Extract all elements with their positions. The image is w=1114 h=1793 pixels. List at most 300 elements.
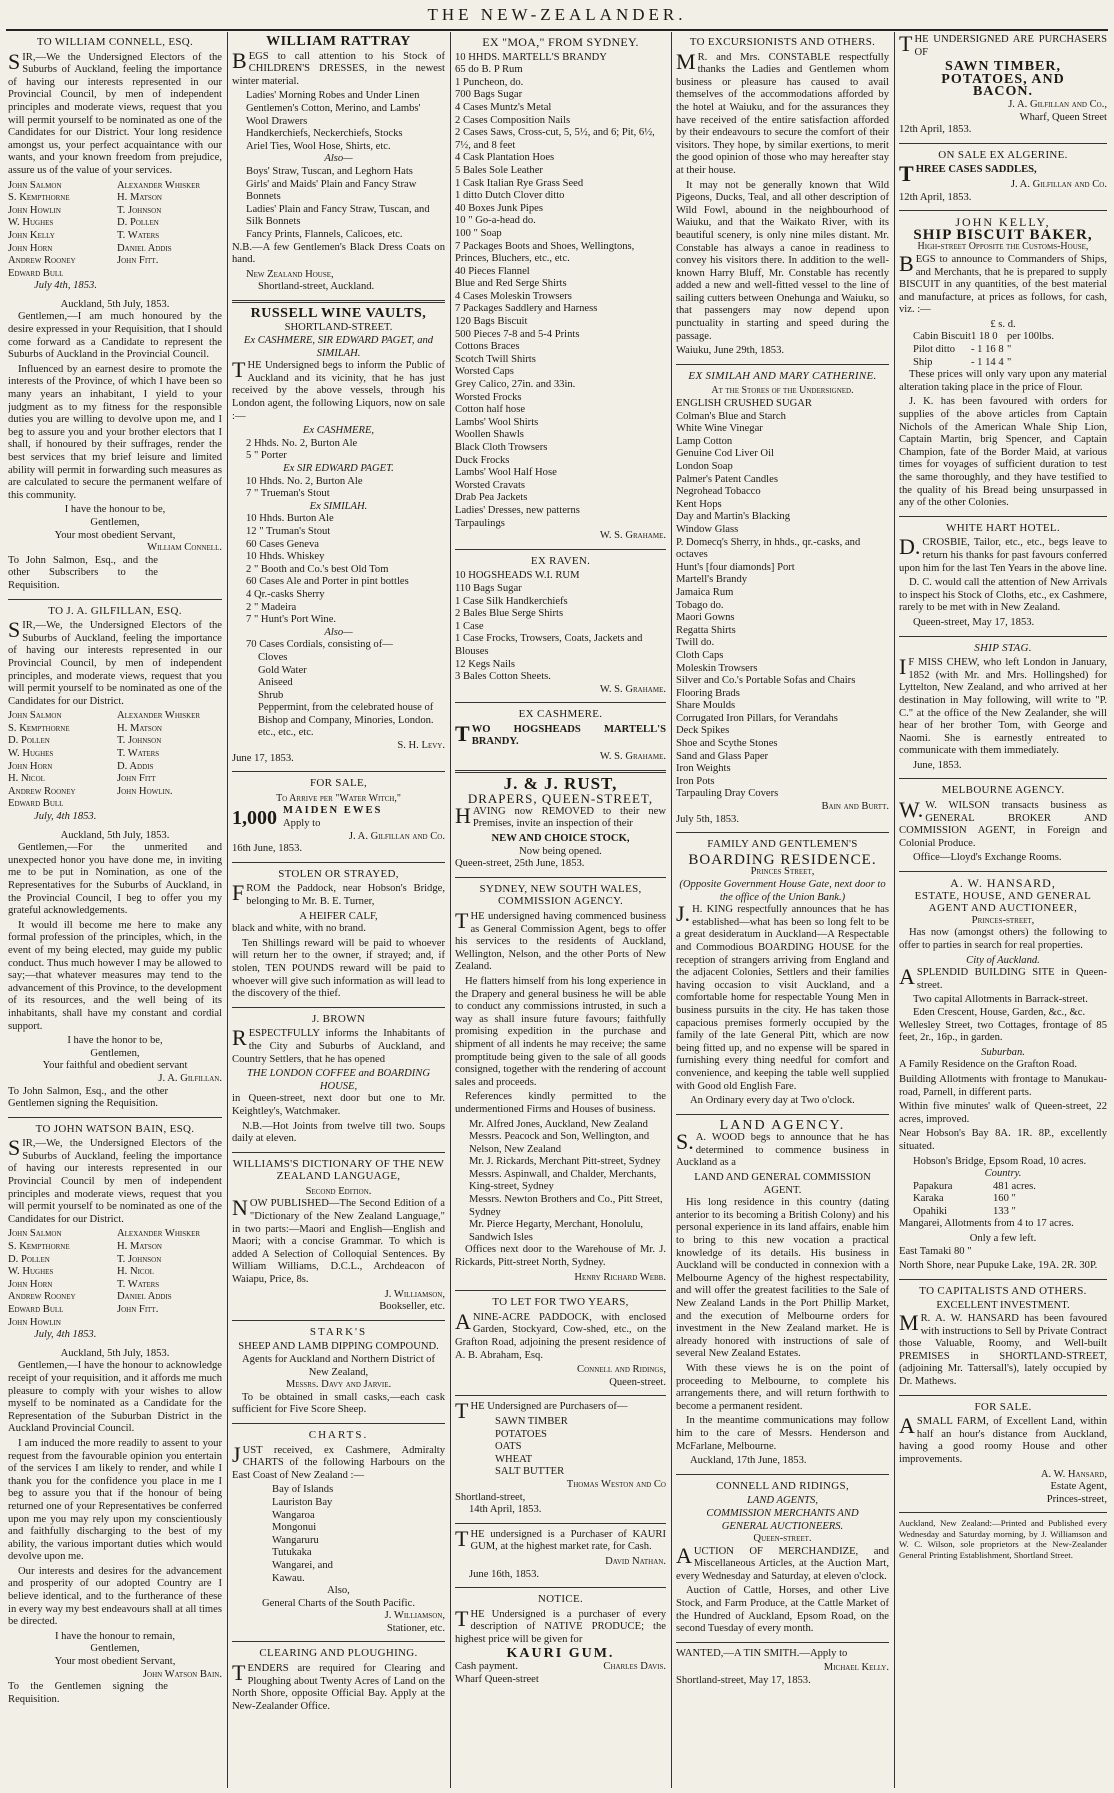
ad-body: FROM the Paddock, near Hobson's Bridge, belonging to Mr. B. E. Turner, [232,880,445,907]
ad-separator [899,143,1107,144]
ad-subheading: EXCELLENT INVESTMENT. [936,1300,1070,1312]
goods-list [232,166,445,242]
ad-signer: Michael Kelly. [823,1662,889,1674]
signatory-name: S. Kempthorne [8,1241,70,1253]
goods-item: Cottons Braces [455,341,520,353]
ad-separator [232,1641,445,1642]
biscuit-name: Pilot ditto [913,344,956,356]
goods-item: Aniseed [258,677,293,689]
reward-text: Ten Shillings reward will be paid to whoever will return her to the owner, if strayed; and, if stolen, TEN POUNDS reward will be paid to whoever will give such information as will lead to the discovery of the thief. [232,937,445,1000]
goods-item: Girls' and Maids' Plain and Fancy Straw Bonnets [246,178,417,203]
goods-item: Fancy Prints, Flannels, Calicoes, etc. [246,228,403,240]
ad-separator [455,877,666,878]
ad-separator [899,778,1107,779]
masthead [0,0,1114,30]
goods-item: Lambs' Wool Half Hose [455,467,557,479]
ad-signer: J. A. Gilfillan and Co. [348,830,445,842]
signatory-name: John Horn [8,242,53,254]
ad-tin-smith [676,1648,889,1688]
signatory-name: Alexander Whisker [117,1228,201,1240]
ad-heading: STARK'S [309,1325,368,1338]
signatories-list [8,180,222,281]
property-item: East Tamaki 80 " [899,1245,972,1257]
goods-item: White Wine Vinegar [676,423,763,435]
goods-item: 1 Case Silk Handkerchiefs [455,595,568,607]
goods-item: 7 Packages Saddlery and Harness [455,303,598,315]
ad-heading: EX CASHMERE. [518,708,603,721]
goods-item: Duck Frocks [455,454,510,466]
goods-item: 4 Qr.-casks Sherry [246,588,325,600]
reference-item: Messrs. Aspinwall, and Chalder, Merchants, King-street, Sydney [469,1168,657,1193]
ad-paragraph: D. C. would call the attention of New Arrivals to inspect his Stock of Cloths, etc., ex Cashmere, rarely to be met with in New Zealand. [899,577,1107,614]
ad-paragraph: These prices will only vary upon any material alteration taking place in the price of Flour. [899,369,1107,393]
property-item: North Shore, near Pupuke Lake, 19A. 2R. 30P. [899,1260,1098,1272]
goods-item: Cloth Caps [676,649,724,661]
goods-item: Cotton half hose [455,404,526,416]
printer-imprint: Auckland, New Zealand:—Printed and Published every Wednesday and Saturday morning, by J. Williamson and W. C. Wilson, sole proprietors at the New-Zealander General Printing Establishment, Shortland Street. [899,1518,1107,1560]
ad-separator [899,210,1107,211]
harbour-list [232,1484,445,1585]
ad-ex-moa [455,36,666,543]
signatory-name: John Fitt. [117,255,159,267]
harbour-item: Bay of Islands [272,1484,334,1496]
column-4 [676,34,889,1786]
ad-note: N.B.—Hot Joints from twelve till two. Soups daily at eleven. [232,1120,445,1145]
ad-paragraph: It may not be generally known that Wild Pigeons, Ducks, Teal, and all other description of Wild Fowl, abound in the neighbourhood of Waiuku, and that the Waikato River, with its beautiful scenery, is only nine miles distant. Mr. Constable has always a canoe in readiness to convey his visitors there. In addition to the well-known Harry Bluff, Mr. Constable has recently added a new and well-fitted vessel to the line of sailing cutters between Onehunga and Waiuku, so that passengers may now depend upon punctuality in starting and speed during the passage. [676,179,889,342]
ad-body: To be obtained in small casks,—each cask sufficient for Five Score Sheep. [232,1391,445,1416]
ad-connell-ridings [676,1480,889,1636]
ad-gilfillan-purchasers [899,34,1107,137]
ad-address: Shortland-street, Auckland. [258,281,375,293]
signatory-name: John Howlin [8,204,61,216]
ad-ex-cashmere [455,708,666,763]
section-label: Suburban. [981,1046,1025,1058]
price-columns: £ s. d. [990,318,1016,330]
goods-item: Cloves [258,651,288,663]
signer-title: Bookseller, etc. [379,1301,445,1313]
goods-item: Regatta Shirts [676,624,736,636]
ad-street: Princes Street, [750,866,815,878]
goods-item: POTATOES [495,1428,547,1440]
signatory-name: H. Matson [117,722,162,734]
ship-label: Ex SIMILAH. [309,500,368,512]
general-charts: General Charts of the South Pacific. [262,1597,415,1609]
goods-item: 7 " Hunt's Port Wine. [246,614,337,626]
ad-heading: SHIP STAG. [974,641,1032,654]
ad-weston-purchasers [455,1398,666,1516]
ad-clearing [232,1647,445,1713]
ad-date: Queen-street, May 17, 1853. [913,616,1035,628]
property-item: Mangarei, Allotments from 4 to 17 acres. [899,1218,1074,1230]
ad-stolen-calf [232,868,445,1001]
ship-label: Ex CASHMERE, [302,425,375,437]
goods-item: Shoe and Scythe Stones [676,738,778,750]
ad-paragraph: With these views he is on the point of proceeding to Melbourne, to complete his arrangements there, and will return forthwith to become a permanent resident. [676,1362,889,1412]
ad-body: ASMALL FARM, of Excellent Land, within half an hour's distance from Auckland, having a good roomy House and other improvements. [899,1413,1107,1465]
ad-algerine [899,149,1107,204]
ad-date: June, 1853. [913,759,962,771]
ad-separator [232,771,445,772]
goods-item: 10 HOGSHEADS W.I. RUM [455,570,580,582]
ad-title: SHIP BISCUIT BAKER, [913,226,1093,243]
signatory-name [117,1317,222,1330]
goods-list [455,1416,666,1479]
ad-separator [899,636,1107,637]
goods-list [232,652,445,740]
ad-heading: CHARTS. [308,1428,369,1441]
goods-item: Woollen Shawls [455,429,524,441]
ad-body: TENDERS are required for Clearing and Ploughing about Twenty Acres of Land on the North Shore, opposite Official Bay. Apply at the New-Zealander Office. [232,1660,445,1712]
ad-body: NOW PUBLISHED—The Second Edition of a "Dictionary of the New Zealand Language," in two parts:—Maori and English—English and Maori; with a concise Grammar. To which is added A Selection of Colloquial Sentences. By William Williams, D.C.L., Archdeacon of Waiapu, Price, 8s. [232,1195,445,1286]
goods-item: 60 Cases Ale and Porter in pint bottles [246,576,409,588]
place-acreage: 133 " [993,1205,1016,1217]
signatory-name: Andrew Rooney [8,255,76,267]
column-divider [671,32,672,1788]
ad-address: Shortland-street, [455,1491,526,1503]
goods-line: POTATOES, AND [941,71,1065,87]
ad-subheading: To Arrive per "Water Witch," [276,792,401,804]
ad-heading: FAMILY AND GENTLEMEN'S [707,838,858,851]
property-item: Near Hobson's Bay 8A. 1R. 8P., excellently situated. [899,1128,1107,1152]
goods-item: Ariel Ties, Wool Hose, Shirts, etc. [246,140,391,152]
ad-date: 14th April, 1853. [469,1504,542,1516]
goods-item: Tarpauling Dray Covers [676,788,779,800]
ad-heading: EX SIMILAH AND MARY CATHERINE. [688,369,877,382]
ad-heading: WHITE HART HOTEL. [946,521,1060,534]
signatory-name: T. Johnson [117,1253,162,1265]
goods-item: Iron Pots [676,775,715,787]
signatory-name: T. Waters [117,229,160,241]
ad-date: 12th April, 1853. [899,124,972,136]
goods-item: etc., etc., etc. [258,727,314,739]
signatory-name: D. Pollen [8,1253,50,1265]
ad-separator [676,1114,889,1115]
biscuit-unit: " [1007,344,1012,356]
goods-item: Grey Calico, 27in. and 33in. [455,379,576,391]
calf-label: A HEIFER CALF, [299,910,378,922]
agents-name: Messrs. Davy and Jarvie. [285,1379,392,1391]
column-3 [455,34,666,1786]
ad-title: ESTATE, HOUSE, AND GENERAL AGENT AND AUCTIONEER, [914,889,1092,915]
ad-hansard [899,877,1107,1273]
ad-maiden-ewes [232,777,445,856]
ad-heading: ON SALE EX ALGERINE. [938,148,1068,161]
goods-item: Gold Water [258,664,307,676]
goods-item: Moleskin Trowsers [676,662,758,674]
ad-rattray [232,36,445,294]
reply-close: I have the honour to be, [64,504,166,516]
ad-address: Queen-street. [609,1376,666,1388]
ad-address: Wharf Queen-street [455,1673,539,1685]
ad-heading: STOLEN OR STRAYED, [278,867,399,880]
goods-item: 7 Packages Boots and Shoes, Wellingtons, Princes, Bluchers, etc., etc. [455,240,635,265]
ad-date: July 5th, 1853. [676,813,739,825]
property-item: Building Allotments with frontage to Manukau-road, Parnell, in different parts. [899,1073,1107,1098]
signatory-name: John Salmon [8,1228,62,1240]
column-2 [232,34,445,1786]
requisition-gilfillan [8,605,222,824]
ad-date: 12th April, 1853. [899,191,972,203]
signatory-name: John Howlin. [117,785,173,797]
ad-signer: W. S. Grahame. [599,751,666,763]
biscuit-unit: " [1007,356,1012,368]
reply-signer: J. A. Gilfillan. [158,1072,222,1084]
signer-title: Estate Agent, [1050,1481,1107,1493]
ad-capitalists [899,1285,1107,1389]
goods-item: 4 Cases Muntz's Metal [455,101,552,113]
ad-office: Office—Lloyd's Exchange Rooms. [913,852,1062,864]
column-divider [450,32,451,1788]
ad-signer: Connell and Ridings, [577,1364,666,1376]
property-item: Hobson's Bridge, Epsom Road, 10 acres. [913,1155,1087,1167]
biscuit-price: - 1 14 4 [971,356,1004,368]
signatory-name: John Salmon [8,710,62,722]
ad-dictionary [232,1158,445,1314]
goods-item: Black Cloth Trowsers [455,442,548,453]
ad-heading: TO LET FOR TWO YEARS, [492,1296,629,1309]
ad-separator [455,1290,666,1291]
goods-item: Blue and Red Serge Shirts [455,278,567,290]
cordials-label: 70 Cases Cordials, consisting of— [246,639,393,651]
signatory-name [117,798,222,811]
goods-item: 2 Cases Saws, Cross-cut, 5, 5½, and 6; Pit, 6½, 7½, and 8 feet [455,127,655,151]
ad-separator [455,1523,666,1524]
ad-body: THREE CASES SADDLES, [899,161,1037,187]
ad-body: J.H. KING respectfully announces that he has established—what has been so long felt to be a great desideratum in Auckland—A Respectable and Commodious BOARDING HOUSE for the reception of strangers arriving from England and the adjacent Colonies, Settlers and their families having occasion to visit Auckland, and a comfortable home for respectable Young Men in business pursuits in the city. He has taken those capacious premises formerly occupied by the family of the late General Pitt, which are now being fitted up, and no expense will be spared in furnishing every thing needful for comfort and convenience, and keeping the table well supplied with Good old English Fare. [676,901,889,1092]
goods-item: 10 " Go-a-head do. [455,215,536,227]
reply-paragraph: Gentlemen,—For the unmerited and unexpected honor you have done me, in inviting me to be put in Nomination, as one of the Representatives for the Suburbs of Auckland, in the Provincial Council, I beg to offer you my grateful acknowledgements. [8,842,222,917]
goods-item: 110 Bags Sugar [455,582,522,594]
signatory-name: H. Nicol [117,1266,154,1278]
property-item: A Family Residence on the Grafton Road. [899,1059,1077,1071]
reply-paragraph: Gentlemen,—I am much honoured by the desire expressed in your Requisition, that I should come forward as a Candidate to represent the Suburbs of Auckland in the Provincial Council. [8,311,222,361]
signatory-name: H. Matson [117,192,162,204]
ad-body: MR. and Mrs. CONSTABLE respectfully thanks the Ladies and Gentlemen whom business or pleasure has caused to avail themselves of the accommodations afforded by the hotel at Waiuku, and for the assurances they have received of the entire satisfaction afforded by their endeavours to secure the comfort of their visitors. They hope, by similar exertions, to merit the good opinion of those who may hereafter stay at their house. [676,48,889,176]
ad-rust [455,773,666,871]
ad-russell-wine-vaults [232,305,445,765]
ad-separator [676,364,889,365]
column-1 [8,34,222,1786]
price-table [899,331,1107,369]
reply-addressee: To the Gentlemen signing the Requisition. [8,1681,168,1705]
property-item: ASPLENDID BUILDING SITE in Queen-street. [899,964,1107,991]
goods-item: 10 Hhds. No. 2, Burton Ale [246,475,363,487]
goods-item: Genuine Cod Liver Oil [676,448,774,460]
masthead-rule [6,29,1108,31]
property-item: Only a few left. [969,1233,1037,1245]
ad-date: June 17, 1853. [232,752,294,764]
reply-close: Gentlemen, [90,1047,140,1059]
ad-body: THE Undersigned are Purchasers of— [455,1398,628,1424]
place-acreage: 160 " [993,1193,1016,1205]
ad-signer: Bain and Burtt. [821,801,889,813]
goods-item: SAWN TIMBER [495,1415,568,1427]
goods-item: Maori Gowns [676,612,735,624]
ad-heading: TO JOHN WATSON BAIN, ESQ. [35,1122,195,1135]
signatory-name [117,268,222,281]
signer-title: Stationer, etc. [386,1622,445,1634]
ad-street: Queen-street. [753,1533,812,1545]
goods-list [232,438,445,463]
also-label: Also— [324,626,353,638]
reply-addressee: To John Salmon, Esq., and the other Gentlemen signing the Requisition. [8,1085,168,1110]
goods-item: Drab Pea Jackets [455,492,528,504]
ad-signer: J. Williamson, [384,1610,445,1622]
ad-body: AUCTION OF MERCHANDIZE, and Miscellaneous Articles, at the Auction Mart, every Wednesday and Saturday, at eleven o'clock. [676,1542,889,1582]
ad-title: BOARDING RESIDENCE. [688,851,877,868]
biscuit-price: - 1 16 8 [971,344,1004,356]
goods-item: Handkerchiefs, Neckerchiefs, Stocks [246,128,403,140]
ad-note: N.B.—A few Gentlemen's Black Dress Coats on hand. [232,241,445,266]
reply-date: Auckland, 5th July, 1853. [60,1347,170,1359]
gum-label: KAURI GUM. [506,1646,615,1662]
signatory-name: John Horn [8,760,53,772]
apply-label: Apply to [283,818,321,830]
goods-item: ENGLISH CRUSHED SUGAR [676,398,812,410]
goods-item: 100 " Soap [455,227,502,239]
ad-heading: J. BROWN [311,1012,366,1025]
ad-date: July, 4th 1853. [34,1329,97,1341]
biscuit-name: Cabin Biscuit [913,331,971,343]
goods-item: 700 Bags Sugar [455,89,523,101]
ad-heading: MELBOURNE AGENCY. [941,784,1065,797]
ad-kauri-nathan [455,1525,666,1581]
calf-description: black and white, with no brand. [232,923,366,935]
ad-heading: NOTICE. [537,1593,584,1606]
harbour-item: Tutukaka [272,1547,312,1559]
place-name: Opahiki [913,1205,948,1217]
ad-signer: W. S. Grahame. [599,530,666,542]
ad-signer: David Nathan. [605,1555,666,1567]
goods-item: Ladies' Plain and Fancy Straw, Tuscan, and Silk Bonnets [246,203,430,228]
goods-item: Window Glass [676,523,739,535]
ad-sydney-agency [455,883,666,1284]
signatory-name: T. Waters [117,748,160,760]
reply-close: Your faithful and obedient servant [42,1060,188,1072]
ad-separator [232,1423,445,1424]
ad-separator [232,862,445,863]
reply-date: Auckland, 5th July, 1853. [60,298,170,310]
harbour-item: Mongonui [272,1522,317,1534]
ad-small-farm [899,1401,1107,1507]
signatory-name: S. Kempthorne [8,722,70,734]
ad-subheading: Second Edition. [305,1185,372,1197]
goods-item: Deck Spikes [676,725,730,737]
goods-item: SALT BUTTER [495,1466,565,1478]
reply-addressee: To John Salmon, Esq., and the other Subscribers to the Requisition. [8,554,158,591]
ad-subheading: DRAPERS, QUEEN-STREET, [467,791,654,807]
ad-separator [232,300,445,303]
reply-signer: William Connell. [147,542,222,554]
ad-separator [455,770,666,773]
goods-item: Corrugated Iron Pillars, for Verandahs [676,712,838,724]
agents-text: Agents for Auckland and Northern District of New Zealand, [242,1354,435,1378]
ewe-count: 1,000 [232,806,277,829]
goods-item: Silver and Co.'s Portable Sofas and Chairs [676,675,856,687]
reference-item: Mr. J. Rickards, Merchant Pitt-street, Sydney [469,1156,661,1168]
ad-date: 16th June, 1853. [232,843,303,855]
ad-separator [899,871,1107,872]
goods-item: 5 " Porter [246,450,287,462]
ad-brown [232,1013,445,1146]
reference-item: Messrs. Peacock and Son, Wellington, and Nelson, New Zealand [469,1131,650,1155]
ad-separator [899,1512,1107,1513]
reference-item: Messrs. Newton Brothers and Co., Pitt Street, Sydney [469,1194,663,1218]
ad-land-agency [676,1117,889,1468]
goods-item: 10 Hhds. Whiskey [246,551,325,563]
biscuit-name: Ship [913,356,933,368]
requisition-connell [8,36,222,293]
reference-item: Mr. Alfred Jones, Auckland, New Zealand [469,1118,648,1130]
ad-melbourne-agency [899,784,1107,865]
goods-list [455,570,666,683]
firm-line: COMMISSION MERCHANTS AND [706,1507,859,1519]
goods-item: 4 Cases Moleskin Trowsers [455,290,572,302]
harbour-item: Wangarei, and [272,1559,333,1571]
goods-item: Boys' Straw, Tuscan, and Leghorn Hats [246,165,413,177]
ad-location: (Opposite Government House Gate, next door to the office of the Union Bank.) [679,879,886,903]
ad-location: in Queen-street, next door but one to Mr. Keightley's, Watchmaker. [232,1093,445,1117]
ad-date: Waiuku, June 29th, 1853. [676,345,785,357]
goods-item: WHEAT [495,1453,533,1465]
signatory-name: T. Johnson [117,735,162,747]
goods-item: 40 Boxes Junk Pipes [455,202,543,214]
signatory-name: Andrew Rooney [8,785,76,797]
signatory-name: Alexander Whisker [117,179,201,191]
signatory-name: H. Matson [117,1241,162,1253]
goods-item: Lambs' Wool Shirts [455,416,539,428]
ad-street: Princes-street, [971,914,1035,926]
ad-heading: CLEARING AND PLOUGHING. [259,1647,418,1660]
signatory-name: John Howlin [8,1316,61,1328]
harbour-item: Wangaruru [272,1534,319,1546]
signatories-list [8,710,222,811]
ad-paragraph: In the meantime communications may follow him to the care of Messrs. Henderson and McFarlane, Melbourne. [676,1415,889,1452]
ad-body: TWO HOGSHEADS MARTELL'S BRANDY. [455,720,666,748]
ad-separator [899,1395,1107,1396]
signatory-name: John Salmon [8,179,62,191]
ad-boarding-residence [676,838,889,1107]
signatory-name: John Fitt. [117,1304,159,1315]
ad-body: THE undersigned is a Purchaser of KAURI GUM, at the highest market rate, for Cash. [455,1525,666,1553]
place-acreage: 481 acres. [993,1180,1036,1192]
signatory-name: Daniel Addis [117,242,172,254]
ad-subheading: At the Stores of the Undersigned. [711,385,854,397]
ad-body: THE UNDERSIGNED ARE PURCHASERS OF [899,34,1107,58]
ad-excursionists [676,36,889,358]
ad-signer: J. Williamson, [384,1288,445,1300]
offices-text: Offices next door to the Warehouse of Mr. J. Rickards, Pitt-street North, Sydney. [455,1244,666,1269]
goods-item: Share Moulds [676,700,736,712]
ad-heading: A. W. HANSARD, [950,876,1056,891]
ad-heading: TO EXCURSIONISTS AND OTHERS. [689,36,876,48]
goods-line: SAWN TIMBER, [945,59,1061,75]
goods-item: 2 " Madeira [246,601,297,613]
goods-item: Shrub [258,689,284,701]
ad-body: BEGS to call attention to his Stock of CHILDREN'S DRESSES, in the newest winter material. [232,47,445,87]
goods-item: 1 Case Frocks, Trowsers, Coats, Jackets and Blouses [455,633,643,657]
house-name: THE LONDON COFFEE and BOARDING HOUSE, [246,1068,431,1092]
ad-body: S.A. WOOD begs to announce that he has determined to commence business in Auckland as a [676,1129,889,1169]
ad-body: RESPECTFULLY informs the Inhabitants of the City and Suburbs of Auckland, and Country Settlers, that he has opened [232,1025,445,1065]
signatory-name: D. Addis [117,760,154,772]
ad-body: HAVING now REMOVED to their new Premises, invite an inspection of their [455,802,666,830]
ad-date: July 4th, 1853. [34,280,97,292]
goods-item: Worsted Frocks [455,391,522,403]
section-label: Country. [984,1168,1022,1180]
masthead-title: THE NEW-ZEALANDER. [427,5,687,24]
ad-separator [899,1279,1107,1280]
